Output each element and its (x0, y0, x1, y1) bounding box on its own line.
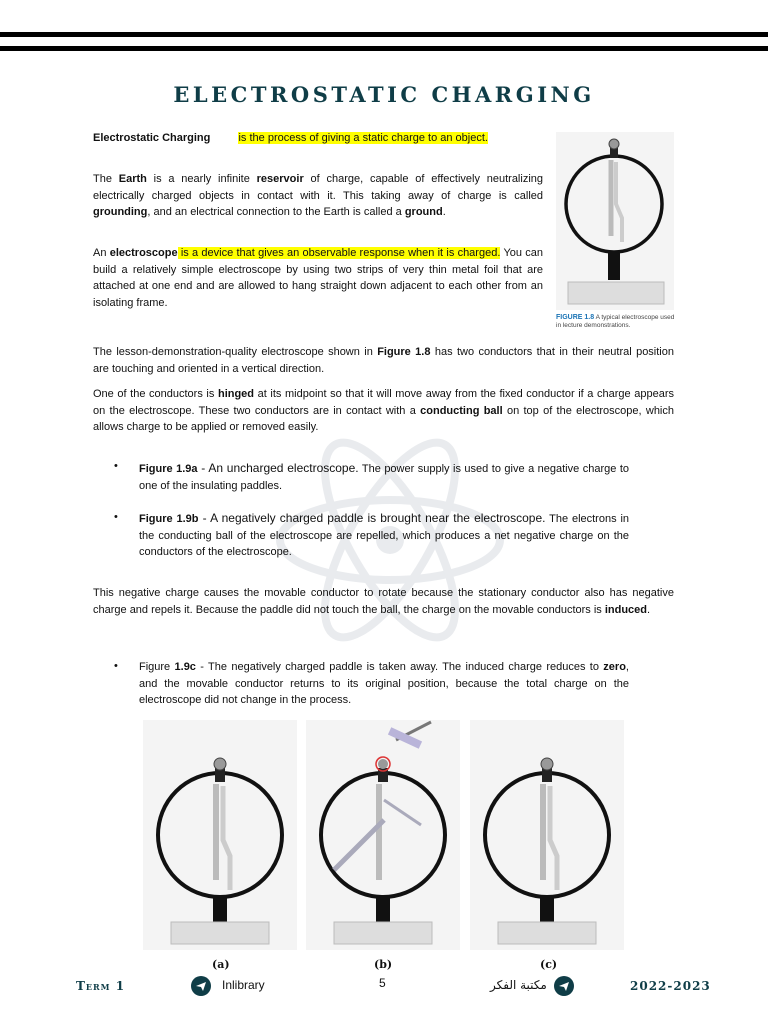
electroscope-illustration (143, 720, 297, 950)
footer-channel-left[interactable]: Inlibrary (222, 978, 265, 992)
figure-1-9c-image (470, 720, 624, 950)
telegram-icon[interactable] (554, 976, 574, 996)
footer-channel-right[interactable]: مكتبة الفكر (490, 978, 547, 992)
figure-1-9a-image (143, 720, 297, 950)
photo-caption-c: (c) (540, 958, 558, 971)
bullet-figure-1-9a: Figure 1.9a - An uncharged electroscope. The power supply is used to give a negative charge to one of the insulating paddles. (139, 461, 630, 492)
photo-caption-a: (a) (212, 958, 230, 971)
figure-1-8-image (556, 132, 674, 310)
telegram-icon[interactable] (191, 976, 211, 996)
bullet-figure-1-9b: Figure 1.9b - A negatively charged paddle is brought near the electroscope. The electrons in the conducting ball of the electroscope are repelled, which produces a net negative charge on the conductors of the electroscope. (139, 511, 630, 558)
bullet-figure-1-9c: Figure 1.9c - The negatively charged paddle is taken away. The induced charge reduces to zero, and the movable conductor returns to its original position, because the total charge on the electroscope did not change in the process. (139, 661, 629, 706)
footer-term: Term 1 (76, 979, 126, 993)
paragraph-hinged: One of the conductors is hinged at its midpoint so that it will move away from the fixed conductor if a charge appears on the electroscope. These two conductors are in contact with a conducting ball on top of the electroscope, which allows charge to be applied or removed easily. (93, 388, 674, 433)
paragraph-earth: The Earth is a nearly infinite reservoir of charge, capable of effectively neutralizing electrically charged objects in contact with it. This taking away of charge is called grounding, and an electrical connection to the Earth is called a ground. (93, 173, 543, 218)
paragraph-lesson: The lesson-demonstration-quality electroscope shown in Figure 1.8 has two conductors that in their neutral position are touching and oriented in a vertical direction. (93, 346, 674, 375)
definition-line (93, 130, 533, 147)
electroscope-illustration (306, 720, 460, 950)
definition-term: Electrostatic Charging (93, 132, 211, 144)
footer-year: 2022-2023 (630, 979, 711, 993)
electroscope-illustration (556, 132, 674, 310)
paragraph-electroscope: An electroscope is a device that gives an observable response when it is charged. You can build a relatively simple electroscope by using two strips of very thin metal foil that are attached at one end and are allowed to hang straight down adjacent to each other from an isolating frame. (93, 247, 543, 309)
paragraph-negative-charge: This negative charge causes the movable conductor to rotate because the stationary conductor also has negative charge and repels it. Because the paddle did not touch the ball, the charge on the movable conductors is induced. (93, 587, 674, 616)
bullet-dot: • (114, 511, 118, 523)
figure-1-8-caption: FIGURE 1.8 A typical electroscope used in lecture demonstrations. (556, 314, 675, 329)
photo-caption-b: (b) (374, 958, 393, 971)
top-rule-2 (0, 46, 768, 51)
page-title: ELECTROSTATIC CHARGING (173, 82, 595, 107)
definition-text: is the process of giving a static charge to an object. (238, 132, 488, 144)
figure-1-9b-image (306, 720, 460, 950)
bullet-dot: • (114, 460, 118, 472)
top-rule-1 (0, 32, 768, 37)
footer-page-number: 5 (379, 976, 386, 990)
electroscope-illustration (470, 720, 624, 950)
bullet-dot: • (114, 660, 118, 672)
